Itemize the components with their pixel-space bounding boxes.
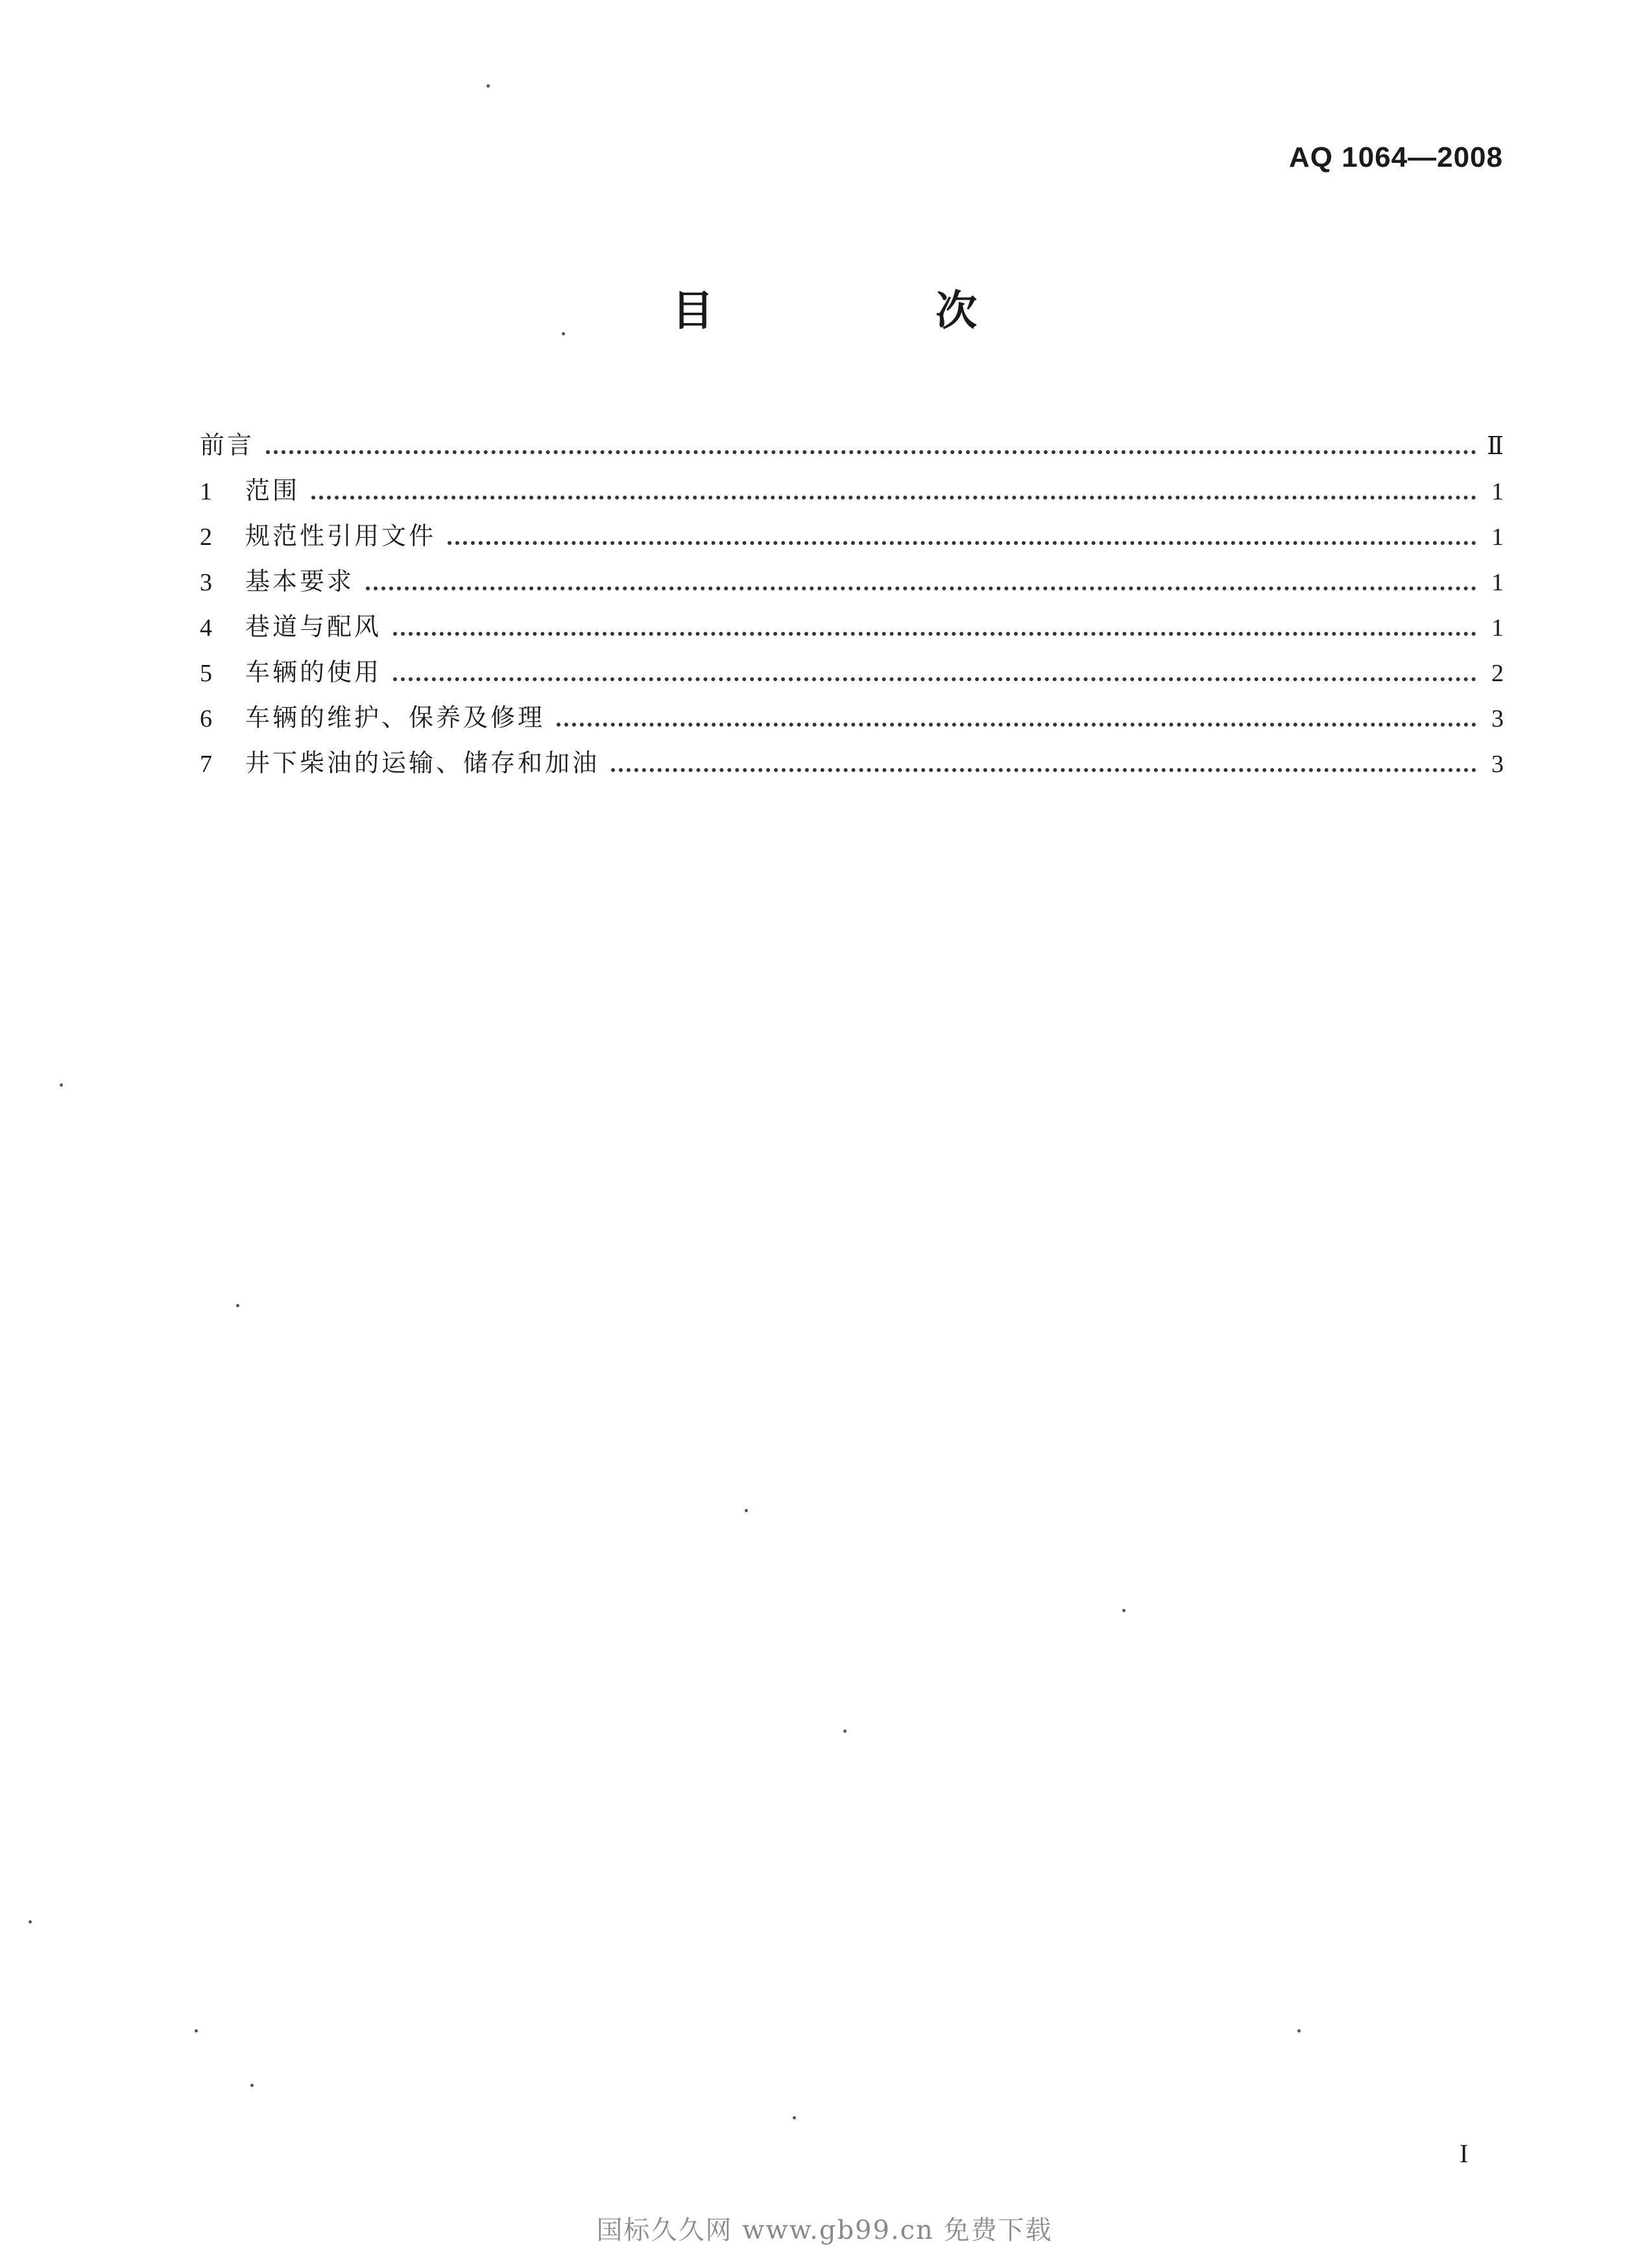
toc-entry-number: 1 [200, 478, 212, 505]
toc-entry-title: 规范性引用文件 [245, 522, 437, 550]
scan-speck [195, 2029, 198, 2033]
scan-speck [250, 2084, 254, 2087]
scan-speck [487, 84, 490, 88]
toc-entry-page: 1 [1491, 614, 1504, 642]
toc-entry-number: 7 [200, 751, 212, 778]
toc-entry-page: 1 [1491, 478, 1504, 505]
toc-entry-page: 1 [1491, 524, 1504, 551]
toc-entry-number: 6 [200, 705, 212, 732]
scan-speck [60, 1083, 63, 1087]
watermark-text: 国标久久网 www.gb99.cn 免费下载 [596, 2215, 1053, 2245]
toc-entry-6[interactable] [200, 688, 1504, 733]
toc-entry-foreword[interactable] [200, 415, 1504, 461]
toc-leader-dots [311, 496, 1476, 500]
toc-entry-title: 车辆的使用 [245, 658, 382, 686]
toc-entry-number: 5 [200, 660, 212, 687]
toc-entry-page: 3 [1491, 705, 1504, 732]
toc-entry-5[interactable] [200, 642, 1504, 688]
table-of-contents [200, 415, 1504, 778]
scan-speck [745, 1509, 748, 1512]
toc-entry-7[interactable] [200, 733, 1504, 778]
toc-entry-number: 2 [200, 524, 212, 551]
standard-code: AQ 1064—2008 [1289, 141, 1503, 173]
toc-leader-dots [557, 723, 1476, 727]
scan-speck [843, 1730, 847, 1733]
toc-leader-dots [266, 450, 1476, 454]
toc-entry-title: 前言 [200, 431, 255, 459]
page-title: 目 次 [671, 287, 1081, 335]
toc-entry-4[interactable] [200, 597, 1504, 642]
page-number: I [1460, 2139, 1469, 2168]
toc-entry-title: 基本要求 [245, 567, 355, 596]
toc-leader-dots [393, 677, 1476, 681]
scan-speck [236, 1304, 239, 1307]
scan-speck [562, 332, 565, 335]
toc-entry-number: 3 [200, 569, 212, 596]
scan-speck [1297, 2029, 1301, 2033]
scan-speck [1122, 1609, 1125, 1612]
toc-leader-dots [366, 586, 1476, 590]
toc-entry-2[interactable] [200, 506, 1504, 551]
scan-speck [29, 1920, 32, 1924]
toc-leader-dots [611, 768, 1476, 772]
toc-entry-page: Ⅱ [1487, 433, 1504, 460]
toc-entry-number: 4 [200, 614, 212, 642]
toc-entry-1[interactable] [200, 461, 1504, 506]
toc-leader-dots [393, 632, 1476, 636]
toc-entry-page: 2 [1491, 660, 1504, 687]
toc-entry-title: 井下柴油的运输、储存和加油 [245, 749, 600, 777]
toc-entry-title: 巷道与配风 [245, 612, 382, 641]
toc-entry-page: 3 [1491, 751, 1504, 778]
toc-leader-dots [448, 541, 1476, 545]
toc-entry-title: 车辆的维护、保养及修理 [245, 703, 546, 732]
toc-entry-page: 1 [1491, 569, 1504, 596]
toc-entry-title: 范围 [245, 476, 300, 505]
toc-entry-3[interactable] [200, 551, 1504, 597]
scan-speck [793, 2116, 796, 2119]
